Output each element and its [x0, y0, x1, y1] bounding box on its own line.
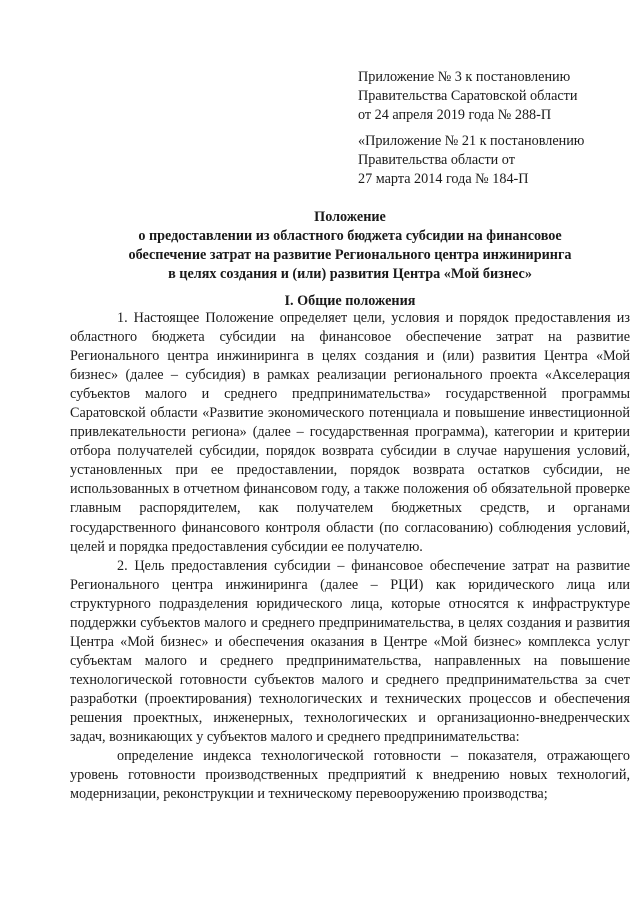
title-line: Положение — [314, 209, 386, 225]
annex-line: Приложение № 3 к постановлению — [358, 69, 571, 85]
annex-line: Правительства Саратовской области — [358, 88, 578, 104]
annex-reference-original — [358, 132, 630, 189]
section-heading: I. Общие положения — [284, 293, 416, 309]
paragraph-1: 1. Настоящее Положение определяет цели, условия и порядок предоставления из областного бюджета субсидии на финансовое обеспечение затрат на развитие Регионального центра инжиниринга в целях создания и (или) развития Центра «Мой бизнес» (далее – субсидия) в рамках реализации регионального проекта «Акселерация субъектов малого и среднего предпринимательства» государственной программы Саратовской области «Развитие экономического потенциала и повышение инвестиционной привлекательности региона» (далее – государственная программа), категории и критерии отбора получателей субсидии, порядок возврата субсидии в случае нарушения условий, установленных при ее предоставлении, порядок возврата остатков субсидии, не использованных в отчетном финансовом году, а также положения об обязательной проверке главным распорядителем, как получателем бюджетных средств, и органами государственного финансового контроля области (по согласованию) соблюдения условий, целей и порядка предоставления субсидии ее получателю. — [70, 310, 630, 555]
section-body — [70, 309, 630, 804]
annex-line: Правительства области от — [358, 152, 515, 168]
annex-line: «Приложение № 21 к постановлению — [358, 133, 585, 149]
title-line: в целях создания и (или) развития Центра «Мой бизнес» — [168, 266, 532, 282]
paragraph-2: 2. Цель предоставления субсидии – финансовое обеспечение затрат на развитие Регионального центра инжиниринга (далее – РЦИ) как юридического лица или структурного подразделения юридического лица, которые относятся к инфраструктуре поддержки субъектов малого и среднего предпринимательства, в целях создания и развития Центра «Мой бизнес» и обеспечения оказания в Центре «Мой бизнес» комплекса услуг субъектам малого и среднего предпринимательства, направленных на повышение технологической готовности субъектов малого и среднего предпринимательства за счет разработки (проектирования) технологических и технических процессов и обеспечения решения проектных, инженерных, технологических и организационно-внедренческих задач, возникающих у субъектов малого и среднего предпринимательства: — [70, 557, 630, 746]
paragraph-2-item: определение индекса технологической готовности – показателя, отражающего уровень готовности производственных предприятий к внедрению новых технологий, модернизации, реконструкции и техническому перевооружению производства; — [70, 748, 630, 803]
annex-line: от 24 апреля 2019 года № 288-П — [358, 107, 552, 123]
title-line: обеспечение затрат на развитие Регионального центра инжиниринга — [128, 247, 572, 263]
title-line: о предоставлении из областного бюджета субсидии на финансовое — [138, 228, 562, 244]
annex-reference-current — [358, 68, 630, 125]
document-title — [70, 208, 630, 284]
annex-line: 27 марта 2014 года № 184-П — [358, 171, 529, 187]
